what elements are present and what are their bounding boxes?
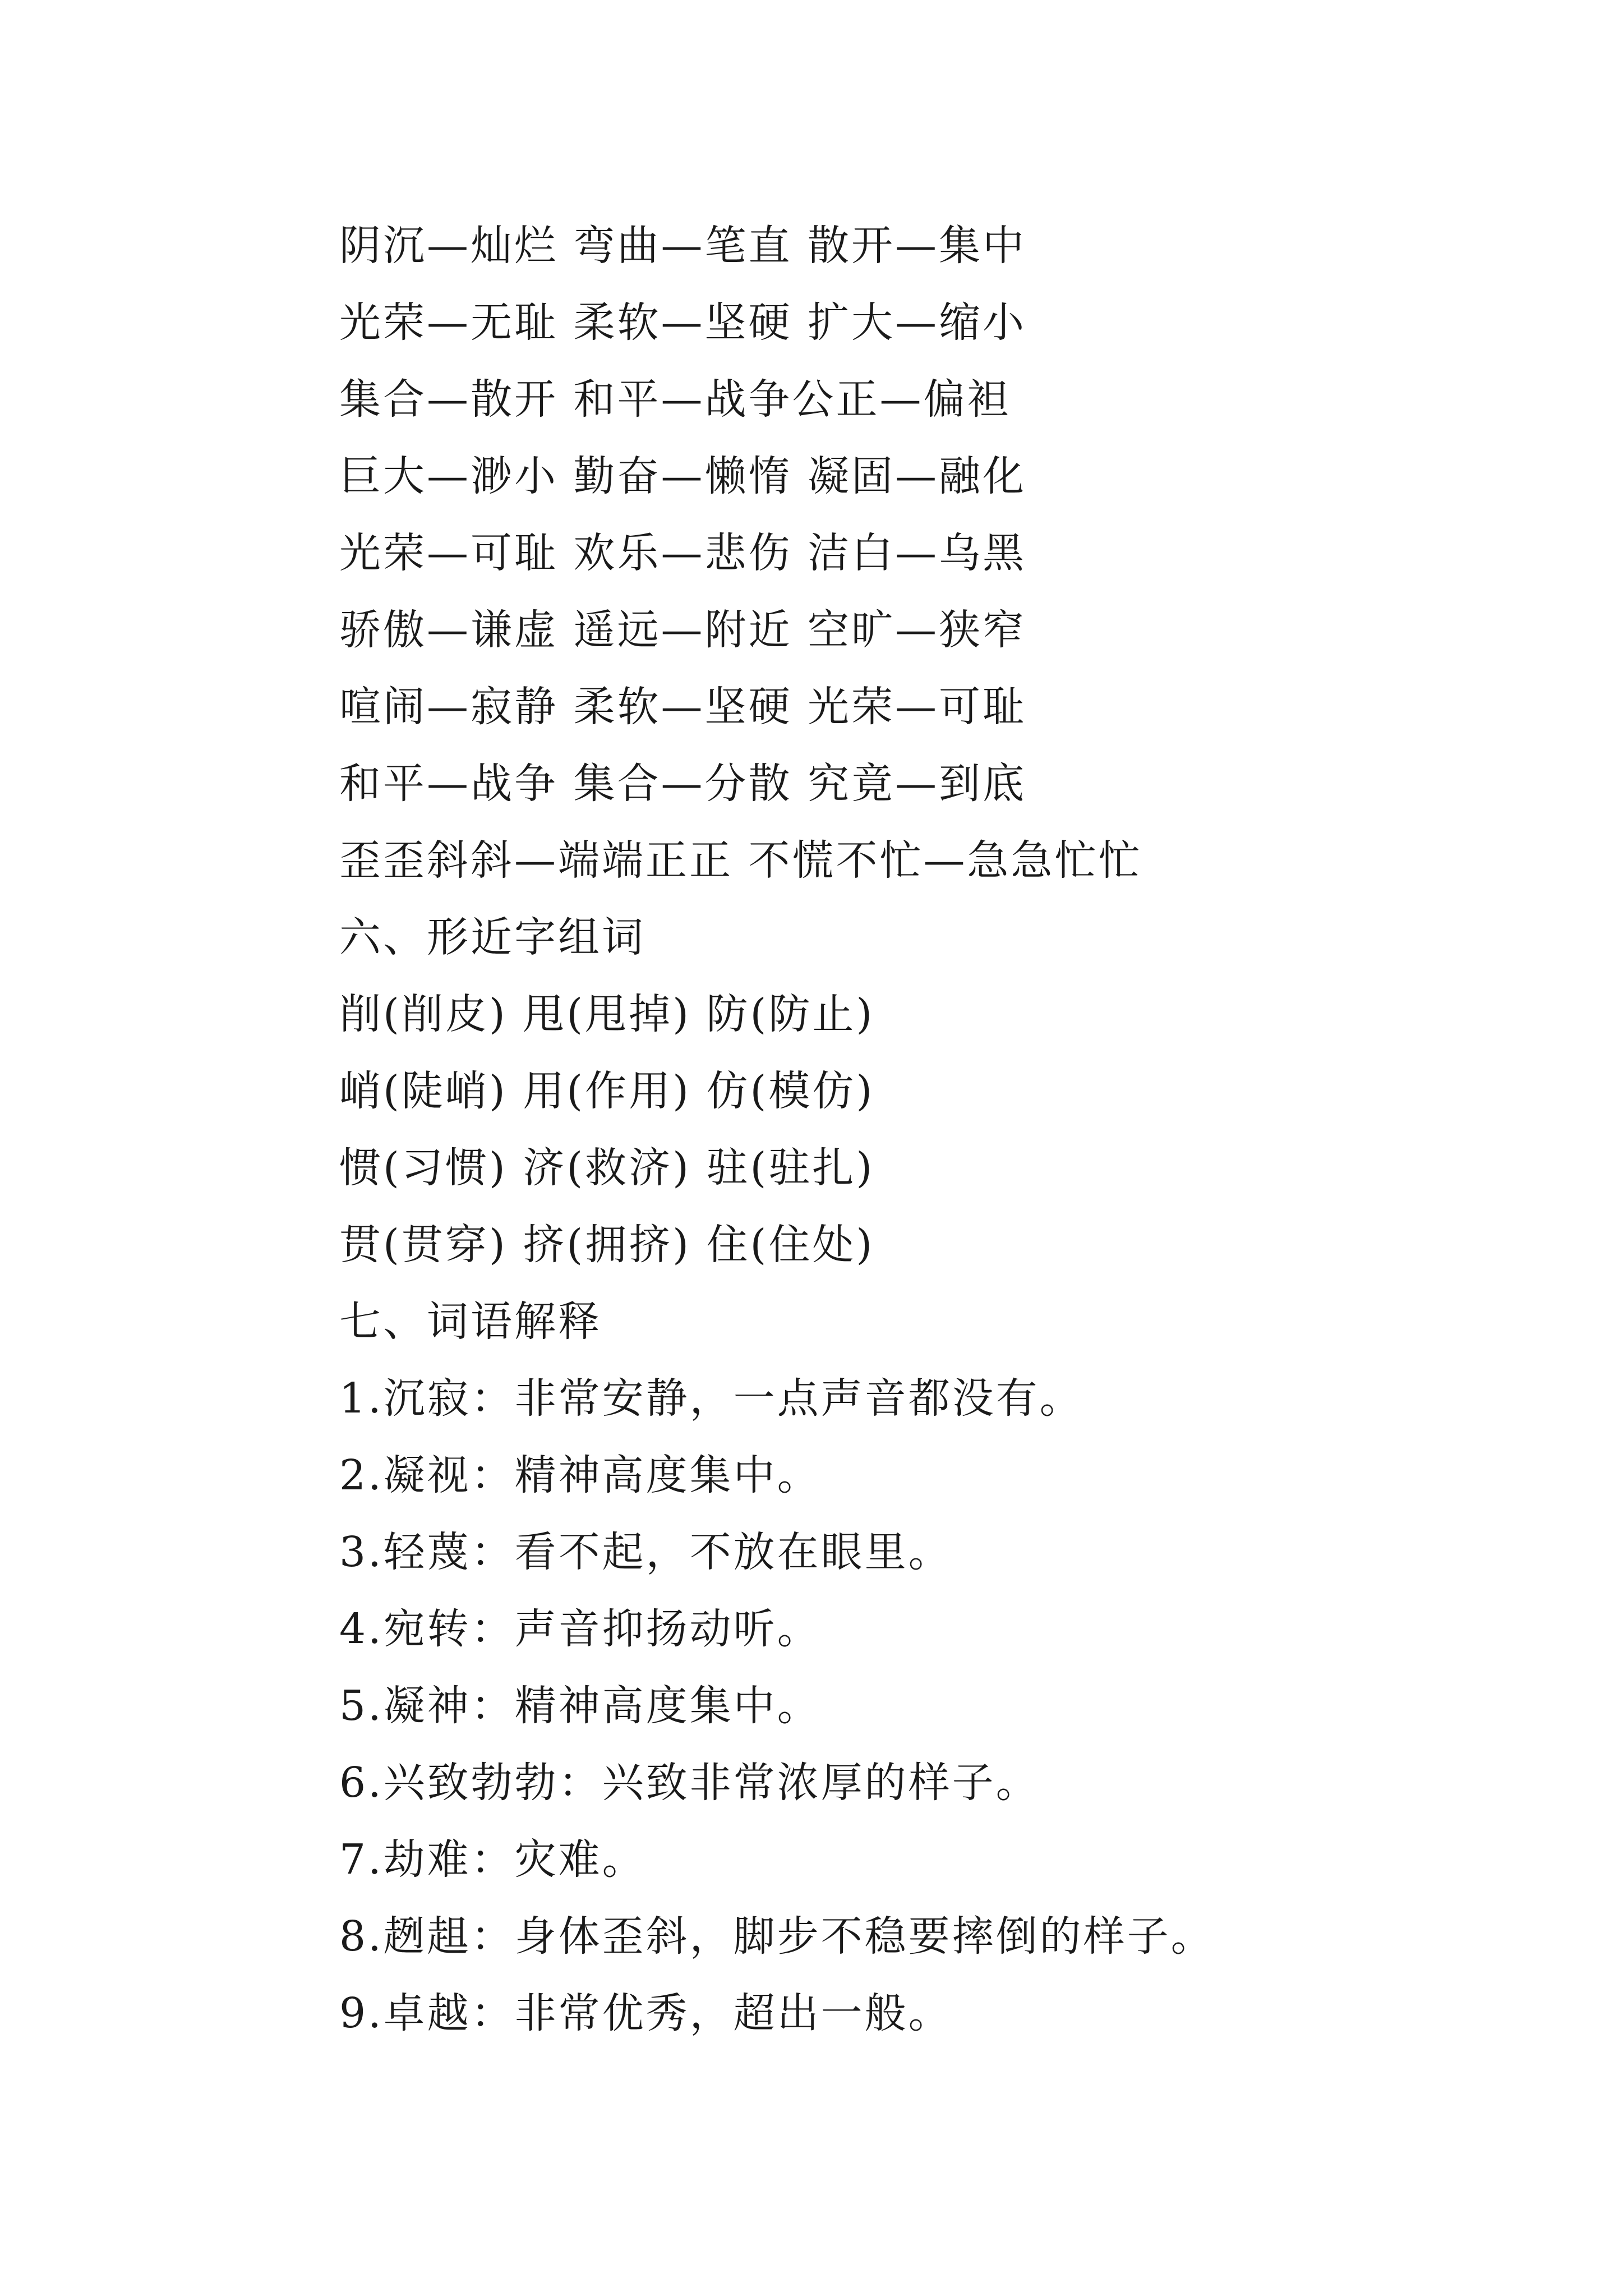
- section-heading-word-explanations: 七、词语解释: [339, 1297, 602, 1346]
- similar-character-row: 峭(陡峭) 用(作用) 仿(模仿): [339, 1067, 875, 1115]
- word-explanation-item: 1.沉寂：非常安静，一点声音都没有。: [339, 1374, 1083, 1423]
- word-explanation-item: 5.凝神：精神高度集中。: [339, 1682, 821, 1730]
- similar-character-row: 贯(贯穿) 挤(拥挤) 住(住处): [339, 1221, 875, 1269]
- antonym-line: 喧闹—寂静 柔软—坚硬 光荣—可耻: [339, 683, 1027, 731]
- antonym-line: 和平—战争 集合—分散 究竟—到底: [339, 760, 1027, 808]
- word-explanation-item: 7.劫难：灾难。: [339, 1835, 646, 1884]
- antonym-line: 光荣—可耻 欢乐—悲伤 洁白—乌黑: [339, 529, 1027, 577]
- antonym-line: 集合—散开 和平—战争公正—偏袒: [339, 375, 1011, 424]
- word-explanation-item: 9.卓越：非常优秀，超出一般。: [339, 1989, 952, 2037]
- similar-character-row: 惯(习惯) 济(救济) 驻(驻扎): [339, 1144, 875, 1192]
- section-heading-similar-characters: 六、形近字组词: [339, 913, 645, 961]
- word-explanation-item: 2.凝视：精神高度集中。: [339, 1451, 821, 1499]
- antonym-line: 阴沉—灿烂 弯曲—笔直 散开—集中: [339, 222, 1027, 270]
- page-content: [339, 208, 1517, 2052]
- antonym-line: 骄傲—谦虚 遥远—附近 空旷—狭窄: [339, 606, 1027, 654]
- word-explanation-item: 6.兴致勃勃：兴致非常浓厚的样子。: [339, 1759, 1040, 1807]
- word-explanation-item: 8.趔趄：身体歪斜，脚步不稳要摔倒的样子。: [339, 1912, 1215, 1961]
- antonym-line: 歪歪斜斜—端端正正 不慌不忙—急急忙忙: [339, 836, 1142, 885]
- word-explanation-item: 3.轻蔑：看不起，不放在眼里。: [339, 1528, 952, 1576]
- word-explanation-item: 4.宛转：声音抑扬动听。: [339, 1605, 821, 1653]
- antonym-line: 巨大—渺小 勤奋—懒惰 凝固—融化: [339, 452, 1027, 500]
- antonym-line: 光荣—无耻 柔软—坚硬 扩大—缩小: [339, 298, 1027, 347]
- similar-character-row: 削(削皮) 甩(甩掉) 防(防止): [339, 990, 875, 1038]
